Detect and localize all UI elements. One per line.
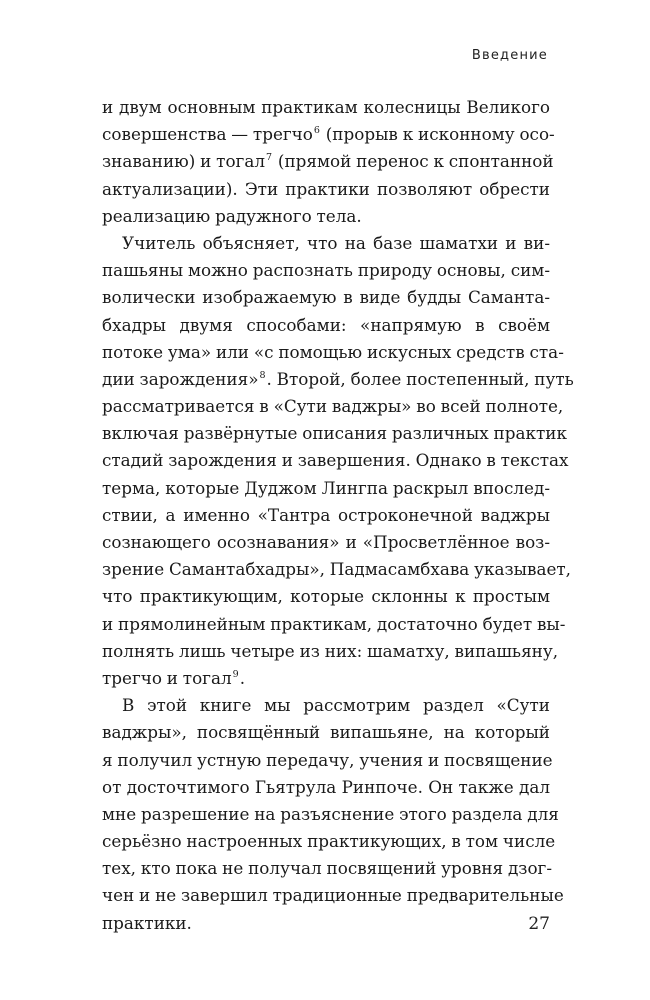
text-line: зрение Самантабхадры», Падмасамбхава указывает,: [102, 559, 571, 580]
text-line: и двум основным практикам колесницы Великого: [102, 97, 550, 117]
text-line: бхадры двумя способами: «напрямую в своём: [102, 314, 550, 335]
text-line: и прямолинейным практикам, достаточно будет вы-: [102, 613, 566, 634]
text-line: полнять лишь четыре из них: шаматху, випашьяну,: [102, 640, 559, 661]
text-line: реализацию радужного тела.: [102, 205, 362, 226]
text-line: пашьяны можно распознать природу основы, сим-: [102, 260, 550, 281]
paragraph-3: [102, 692, 564, 937]
footnote-ref-9[interactable]: 9: [232, 668, 239, 680]
text-line: В этой книге мы рассмотрим раздел «Сути: [122, 695, 550, 716]
footnote-ref-6[interactable]: 6: [313, 125, 320, 137]
paragraph-1: [102, 94, 555, 230]
text-line: Учитель объясняет, что на базе шаматхи и ви-: [122, 232, 550, 253]
text-line: волически изображаемую в виде будды Саманта-: [102, 287, 550, 308]
text-line: дии зарождения»$^8$. Второй, более постепенный, путь: [102, 368, 574, 389]
text-line: включая развёрнутые описания различных практик: [102, 423, 567, 444]
paragraph-2: [102, 230, 574, 692]
text-line: ствии, а именно «Тантра остроконечной ваджры: [102, 504, 550, 525]
text-line: сознающего осознавания» и «Просветлённое воз-: [102, 532, 550, 552]
text-line: совершенства — трегчо$^6$ (прорыв к исконному осо-: [102, 124, 555, 145]
text-line: рассматривается в «Сути ваджры» во всей полноте,: [102, 396, 564, 417]
text-line: стадий зарождения и завершения. Однако в текстах: [102, 450, 569, 471]
page-number: 27: [528, 914, 550, 934]
text-line: я получил устную передачу, учения и посвящение: [102, 749, 553, 770]
text-line: мне разрешение на разъяснение этого раздела для: [102, 803, 559, 824]
text-line: трегчо и тогал$^9$.: [102, 667, 246, 688]
text-line: потоке ума» или «с помощью искусных средств ста-: [102, 341, 564, 362]
text-line: актуализации). Эти практики позволяют обрести: [102, 178, 550, 199]
text-line: знаванию) и тогал$^7$ (прямой перенос к спонтанной: [102, 151, 554, 172]
footnote-ref-7[interactable]: 7: [266, 152, 273, 164]
text-line: практики.: [102, 912, 192, 933]
body-text: [102, 94, 574, 937]
running-header: Введение: [471, 48, 548, 63]
text-line: терма, которые Дуджом Лингпа раскрыл впослед-: [102, 477, 550, 498]
text-line: ваджры», посвящённый випашьяне, на который: [102, 722, 550, 743]
text-line: от досточтимого Гьятрула Ринпоче. Он также дал: [102, 776, 550, 797]
text-line: чен и не завершил традиционные предварительные: [102, 885, 564, 906]
text-line: серьёзно настроенных практикующих, в том числе: [102, 831, 556, 852]
text-line: что практикующим, которые склонны к простым: [102, 586, 550, 607]
footnote-ref-8[interactable]: 8: [259, 369, 266, 381]
text-line: тех, кто пока не получал посвящений уровня дзог-: [102, 858, 553, 879]
